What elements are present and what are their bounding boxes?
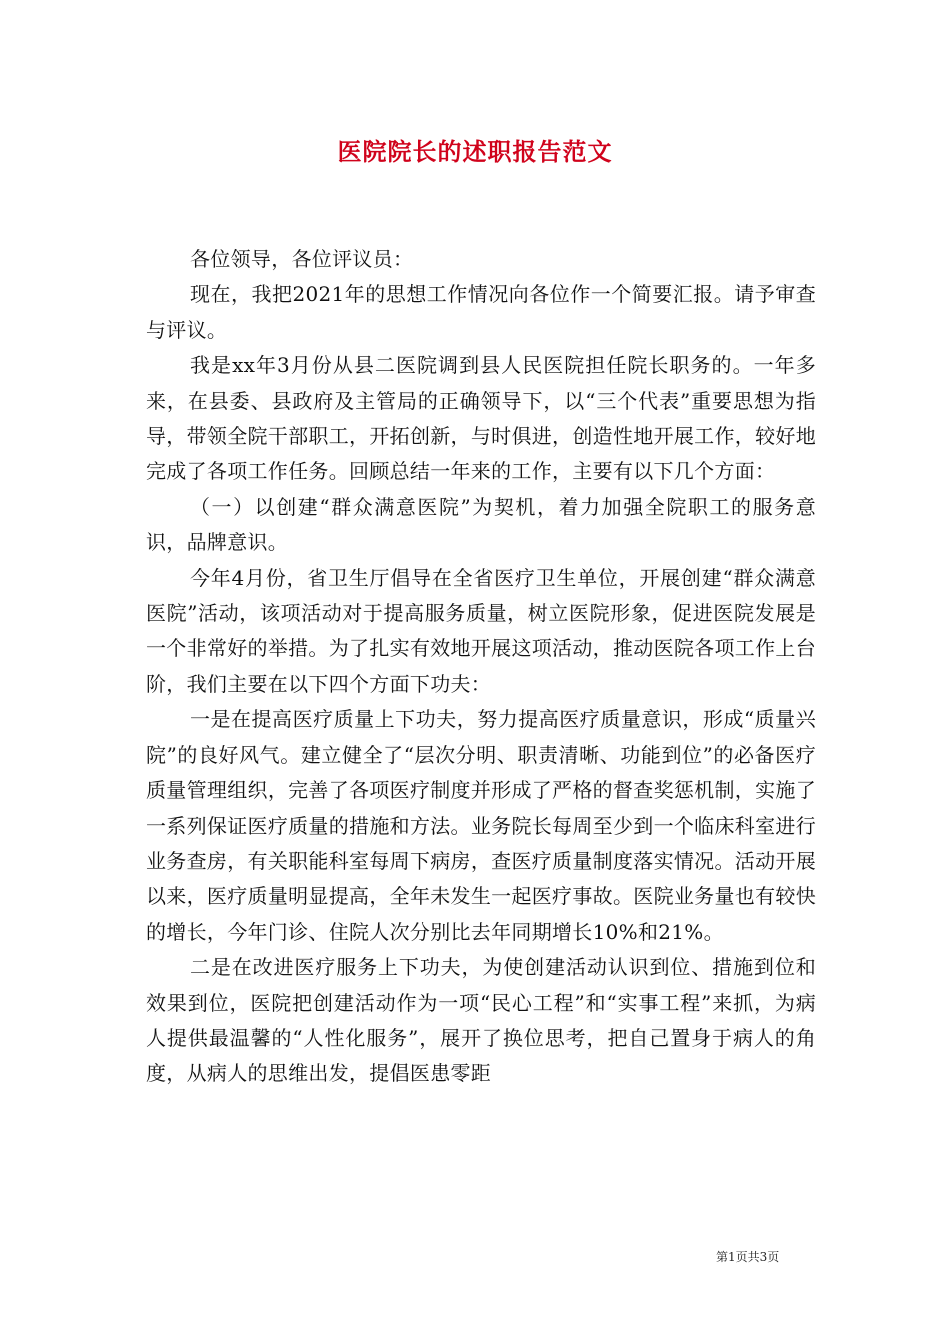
paragraph-section-heading: （一）以创建“群众满意医院”为契机，着力加强全院职工的服务意识，品牌意识。 xyxy=(146,494,816,555)
document-title: 医院院长的述职报告范文 xyxy=(337,137,613,166)
paragraph-intro: 现在，我把2021年的思想工作情况向各位作一个简要汇报。请予审查与评议。 xyxy=(146,282,816,342)
document-body xyxy=(146,242,816,1092)
paragraph-point-one: 一是在提高医疗质量上下功夫，努力提高医疗质量意识，形成“质量兴院”的良好风气。建立健全了“层次分明、职责清晰、功能到位”的必备医疗质量管理组织，完善了各项医疗制度并形成了严格的督查奖惩机制，实施了一系列保证医疗质量的措施和方法。业务院长每周至少到一个临床科室进行业务查房，有关职能科室每周下病房，查医疗质量制度落实情况。活动开展以来，医疗质量明显提高，全年未发生一起医疗事故。医院业务量也有较快的增长，今年门诊、住院人次分别比去年同期增长10%和21%。 xyxy=(146,707,816,944)
paragraph-activity: 今年4月份，省卫生厅倡导在全省医疗卫生单位，开展创建“群众满意医院”活动，该项活动对于提高服务质量，树立医院形象，促进医院发展是一个非常好的举措。为了扎实有效地开展这项活动，推动医院各项工作上台阶，我们主要在以下四个方面下功夫： xyxy=(146,565,816,696)
page-number-footer: 第1页共3页 xyxy=(716,1250,780,1264)
paragraph-background: 我是xx年3月份从县二医院调到县人民医院担任院长职务的。一年多来，在县委、县政府及主管局的正确领导下，以“三个代表”重要思想为指导，带领全院干部职工，开拓创新，与时俱进，创造性地开展工作，较好地完成了各项工作任务。回顾总结一年来的工作，主要有以下几个方面： xyxy=(146,353,816,484)
paragraph-point-two: 二是在改进医疗服务上下功夫，为使创建活动认识到位、措施到位和效果到位，医院把创建活动作为一项“民心工程”和“实事工程”来抓，为病人提供最温馨的“人性化服务”，展开了换位思考，把自己置身于病人的角度，从病人的思维出发，提倡医患零距 xyxy=(146,955,816,1086)
paragraph-salutation: 各位领导，各位评议员： xyxy=(190,247,414,271)
